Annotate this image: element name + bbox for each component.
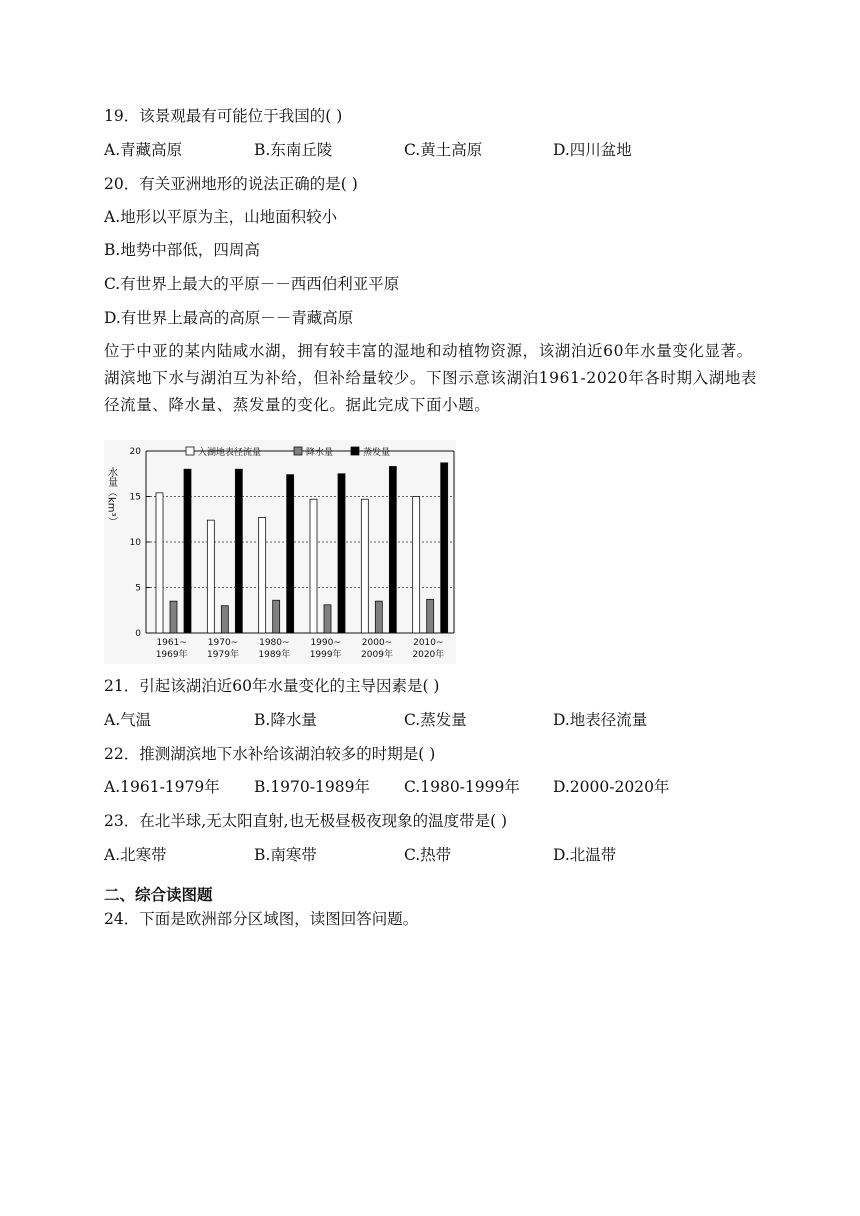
q21-option-c: C.蒸发量 — [404, 711, 467, 729]
q22-option-c: C.1980-1999年 — [404, 778, 520, 796]
y-tick-label: 10 — [129, 538, 141, 548]
x-tick-label: 1961~ — [156, 638, 187, 648]
q20-option-d: D.有世界上最高的高原－－青藏高原 — [104, 309, 354, 327]
x-tick-label: 1979年 — [207, 650, 239, 660]
legend-label: 蒸发量 — [363, 448, 391, 458]
y-axis-label: 水量（km³） — [105, 467, 117, 527]
bar-1 — [156, 493, 163, 633]
q23-option-d: D.北温带 — [553, 846, 617, 864]
bar-3 — [338, 474, 345, 633]
bar-2 — [324, 605, 331, 633]
legend-swatch — [186, 447, 194, 455]
q21-option-d: D.地表径流量 — [553, 711, 648, 729]
bar-1 — [413, 497, 420, 634]
q20-option-b: B.地势中部低，四周高 — [104, 241, 260, 259]
x-tick-label: 2000~ — [361, 638, 393, 648]
bar-2 — [427, 599, 434, 633]
bar-3 — [235, 469, 242, 633]
bar-2 — [170, 601, 177, 633]
bar-2 — [221, 606, 228, 633]
q23-stem: 23．在北半球,无太阳直射,也无极昼极夜现象的温度带是( ) — [104, 812, 508, 830]
legend-swatch — [294, 447, 302, 455]
legend-swatch — [351, 447, 359, 455]
q19-option-c: C.黄土高原 — [404, 141, 483, 159]
q19-option-a: A.青藏高原 — [104, 141, 183, 159]
q23-option-b: B.南寒带 — [254, 846, 317, 864]
x-tick-label: 1989年 — [258, 650, 291, 660]
bar-2 — [375, 601, 382, 633]
water-volume-chart-svg — [104, 440, 456, 664]
x-tick-label: 2009年 — [361, 650, 393, 660]
reading-passage: 位于中亚的某内陆咸水湖，拥有较丰富的湿地和动植物资源，该湖泊近60年水量变化显著。湖滨地下水与湖泊互为补给，但补给量较少。下图示意该湖泊1961-2020年各时期入湖地表径流量、降水量、蒸发量的变化。据此完成下面小题。 — [104, 342, 758, 414]
q19-stem: 19．该景观最有可能位于我国的( ) — [104, 107, 343, 125]
q20-option-a: A.地形以平原为主，山地面积较小 — [104, 208, 338, 226]
q23-option-a: A.北寒带 — [104, 846, 167, 864]
q24-stem: 24．下面是欧洲部分区域图，读图回答问题。 — [104, 910, 419, 928]
x-tick-label: 1980~ — [259, 638, 290, 648]
bar-3 — [441, 463, 448, 633]
section-title: 二、综合读图题 — [104, 886, 213, 904]
y-tick-label: 20 — [129, 447, 141, 457]
q22-stem: 22．推测湖滨地下水补给该湖泊较多的时期是( ) — [104, 745, 436, 763]
q21-option-a: A.气温 — [104, 711, 152, 729]
bar-1 — [310, 499, 317, 633]
x-tick-label: 1990~ — [310, 638, 341, 648]
bar-3 — [184, 469, 191, 633]
q19-option-d: D.四川盆地 — [553, 141, 632, 159]
q22-option-b: B.1970-1989年 — [254, 778, 370, 796]
water-volume-chart — [104, 440, 456, 664]
legend-label: 降水量 — [306, 448, 334, 458]
x-tick-label: 2020年 — [412, 650, 445, 660]
y-tick-label: 0 — [135, 629, 141, 639]
y-tick-label: 15 — [129, 492, 141, 503]
q22-option-a: A.1961-1979年 — [104, 778, 220, 796]
q19-option-b: B.东南丘陵 — [254, 141, 333, 159]
legend-label: 入湖地表径流量 — [198, 448, 262, 458]
y-tick-label: 5 — [135, 583, 141, 594]
q21-stem: 21．引起该湖泊近60年水量变化的主导因素是( ) — [104, 677, 440, 695]
q20-option-c: C.有世界上最大的平原－－西西伯利亚平原 — [104, 275, 400, 293]
q21-option-b: B.降水量 — [254, 711, 317, 729]
q22-option-d: D.2000-2020年 — [553, 778, 670, 796]
bar-1 — [259, 517, 266, 633]
x-tick-label: 2010~ — [413, 638, 444, 648]
q23-option-c: C.热带 — [404, 846, 452, 864]
x-tick-label: 1999年 — [309, 650, 342, 660]
bar-1 — [207, 520, 214, 633]
bar-1 — [361, 499, 368, 633]
bar-2 — [273, 600, 280, 633]
x-tick-label: 1970~ — [207, 638, 239, 648]
bar-3 — [389, 466, 396, 633]
x-tick-label: 1969年 — [155, 650, 188, 660]
q20-stem: 20．有关亚洲地形的说法正确的是( ) — [104, 175, 358, 193]
bar-3 — [287, 475, 294, 633]
